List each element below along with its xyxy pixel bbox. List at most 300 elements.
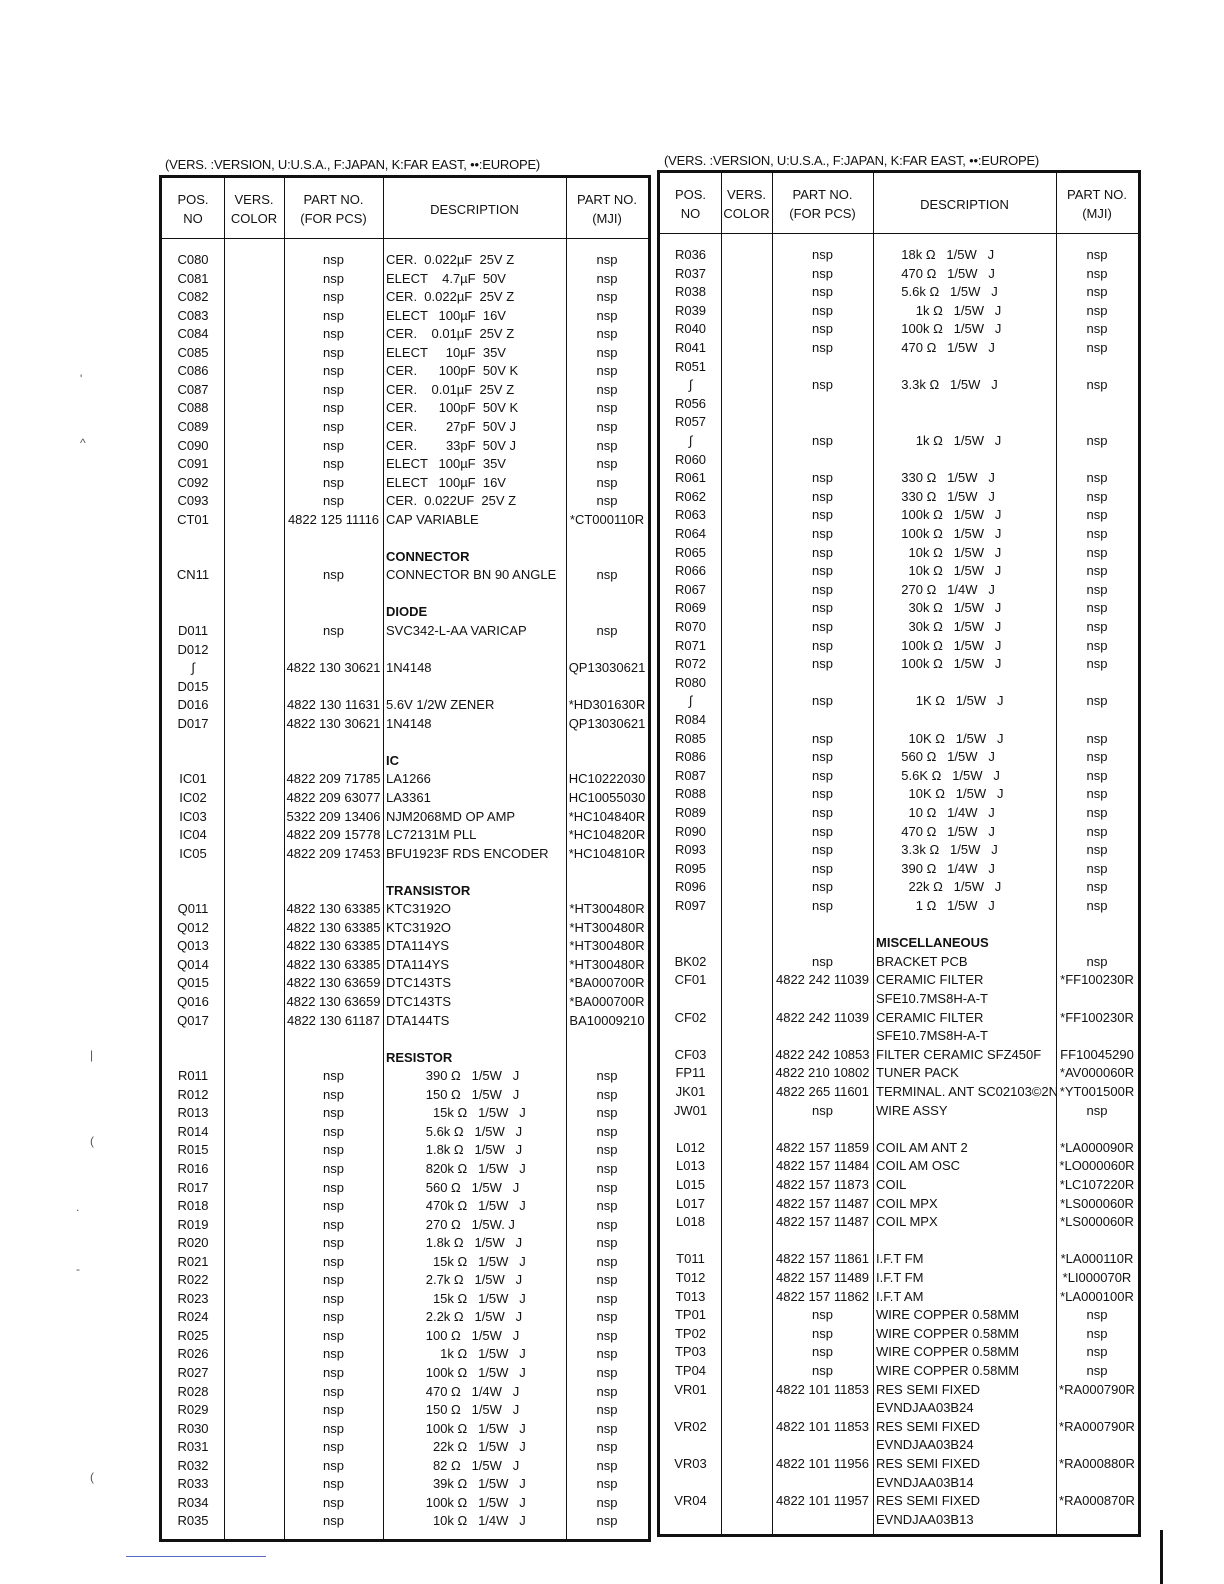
cell-desc: 10K Ω 1/5W J: [876, 730, 1004, 746]
cell-mji: *BA000700R: [569, 975, 645, 991]
cell-part: nsp: [812, 600, 833, 616]
cell-part: 4822 157 11873: [775, 1177, 870, 1192]
cell-mji: nsp: [1086, 805, 1108, 820]
cell-pos: R056: [674, 395, 707, 411]
cell-part: nsp: [323, 1439, 344, 1455]
cell-pos: D016: [177, 697, 209, 713]
table-row: [660, 990, 1138, 1009]
cell-pos: ∫: [688, 693, 693, 709]
cell-desc: 22k Ω 1/5W J: [386, 1439, 526, 1455]
cell-mji: QP13030621: [568, 660, 646, 676]
cell-mji: nsp: [596, 363, 618, 379]
scan-mark: -: [76, 1262, 80, 1276]
cell-pos: D012: [177, 641, 209, 657]
cell-mji: *HT300480R: [569, 919, 645, 935]
cell-pos: R038: [674, 284, 707, 300]
cell-pos: R032: [177, 1457, 209, 1473]
cell-desc: COIL MPX: [876, 1195, 938, 1211]
cell-pos: C089: [177, 418, 209, 434]
cell-desc: 100k Ω 1/5W J: [386, 1420, 526, 1436]
table-row: [660, 544, 1138, 563]
cell-part: nsp: [323, 381, 344, 397]
cell-pos: CF02: [674, 1009, 707, 1025]
cell-mji: *HC104820R: [568, 827, 646, 843]
table-row: [162, 474, 648, 493]
cell-pos: R069: [674, 600, 707, 616]
cell-part: nsp: [323, 307, 344, 323]
table-row: [660, 1083, 1138, 1102]
table-row: [162, 863, 648, 882]
table-row: [660, 841, 1138, 860]
table-row: [162, 529, 648, 548]
cell-part: nsp: [323, 1216, 344, 1232]
cell-mji: QP13030621: [568, 715, 646, 731]
cell-part: nsp: [323, 1476, 344, 1492]
table-row: [660, 897, 1138, 916]
cell-part: 4822 242 10853: [775, 1046, 870, 1062]
table-row: [162, 362, 648, 381]
cell-part: nsp: [323, 1383, 344, 1399]
table-row: [162, 733, 648, 752]
cell-desc: WIRE COPPER 0.58MM: [876, 1344, 1020, 1360]
table-row: [162, 937, 648, 956]
cell-pos: TP01: [674, 1307, 707, 1323]
table-row: [660, 1027, 1138, 1046]
table-row: [660, 1102, 1138, 1121]
cell-part: 4822 157 11487: [775, 1195, 870, 1211]
scan-mark: ^: [80, 436, 86, 450]
edge-bar: [1160, 1530, 1163, 1584]
cell-pos: R025: [177, 1327, 209, 1343]
table-row: [660, 1511, 1138, 1530]
section-heading-row: [162, 752, 648, 771]
cell-mji: *HT300480R: [569, 901, 645, 917]
cell-desc: LA1266: [386, 771, 431, 787]
cell-part: 4822 265 11601: [775, 1084, 870, 1099]
cell-mji: FF10045290: [1060, 1046, 1134, 1062]
cell-desc: 100k Ω 1/5W J: [876, 507, 1002, 523]
cell-mji: nsp: [596, 1402, 618, 1418]
cell-desc: I.F.T FM: [876, 1270, 924, 1285]
table-row: [660, 971, 1138, 990]
cell-desc: RES SEMI FIXED: [876, 1381, 981, 1397]
table-row: [660, 730, 1138, 749]
table-row: [660, 1009, 1138, 1028]
cell-part: nsp: [812, 656, 833, 672]
cell-pos: IC02: [179, 789, 207, 805]
cell-pos: R061: [674, 470, 707, 486]
cell-pos: C083: [177, 307, 209, 323]
cell-desc: 270 Ω 1/4W J: [876, 581, 995, 597]
cell-pos: R085: [674, 730, 707, 746]
cell-pos: R088: [674, 786, 707, 802]
cell-desc: 3.3k Ω 1/5W J: [876, 377, 998, 393]
cell-desc: 2.2k Ω 1/5W J: [386, 1309, 523, 1325]
table-row: [660, 376, 1138, 395]
table-row: [660, 599, 1138, 618]
cell-mji: *LO000060R: [1059, 1158, 1135, 1174]
table-row: [660, 1269, 1138, 1288]
section-heading-row: [660, 934, 1138, 953]
cell-pos: R095: [674, 860, 707, 876]
cell-pos: ∫: [688, 433, 693, 448]
table-row: [660, 1399, 1138, 1418]
cell-part: nsp: [812, 507, 833, 523]
cell-pos: R026: [177, 1346, 209, 1362]
cell-desc: 18k Ω 1/5W J: [876, 247, 995, 262]
table-row: [162, 1457, 648, 1476]
table-row: [660, 1064, 1138, 1083]
cell-part: 4822 101 11853: [775, 1381, 870, 1397]
table-row: [162, 1086, 648, 1105]
cell-part: nsp: [323, 474, 344, 490]
cell-mji: nsp: [596, 1365, 618, 1380]
cell-pos: ∫: [191, 660, 195, 676]
cell-part: nsp: [812, 767, 833, 783]
cell-mji: nsp: [596, 1198, 618, 1214]
cell-part: 4822 157 11489: [775, 1270, 870, 1285]
table-row: [162, 715, 648, 734]
cell-desc: 5.6K Ω 1/5W J: [876, 767, 1000, 783]
cell-part: 4822 209 63077: [286, 789, 381, 805]
table-row: [660, 785, 1138, 804]
cell-pos: R030: [177, 1420, 209, 1436]
table-row: [162, 622, 648, 641]
table-row: [660, 748, 1138, 767]
cell-mji: nsp: [596, 474, 618, 490]
cell-part: 4822 130 30621: [286, 660, 381, 676]
cell-mji: nsp: [596, 1235, 618, 1251]
table-row: [162, 492, 648, 511]
cell-part: nsp: [323, 344, 344, 360]
cell-mji: nsp: [1086, 1344, 1108, 1360]
cell-desc: ELECT 100µF 16V: [386, 307, 506, 323]
cell-mji: nsp: [596, 1272, 618, 1288]
table-row: [660, 1455, 1138, 1474]
cell-pos: VR04: [674, 1493, 707, 1509]
cell-desc: 1 Ω 1/5W J: [876, 898, 995, 913]
cell-mji: nsp: [1086, 488, 1108, 504]
table-row: [162, 1104, 648, 1123]
cell-pos: VR03: [674, 1456, 707, 1471]
cell-pos: D015: [177, 678, 209, 694]
cell-pos: L017: [676, 1195, 705, 1211]
cell-part: nsp: [812, 786, 833, 802]
table-row: [660, 860, 1138, 879]
cell-mji: *LA000090R: [1060, 1139, 1134, 1155]
cell-mji: *LA000100R: [1060, 1288, 1134, 1304]
cell-mji: nsp: [596, 1494, 618, 1510]
cell-part: nsp: [323, 1457, 344, 1473]
cell-pos: R084: [674, 712, 707, 727]
cell-pos: R080: [674, 674, 707, 690]
cell-pos: R036: [674, 247, 707, 262]
cell-desc: 100k Ω 1/5W J: [876, 526, 1002, 541]
cell-part: nsp: [812, 321, 833, 337]
table-row: [162, 1160, 648, 1179]
cell-mji: nsp: [596, 1068, 618, 1084]
cell-pos: Q017: [177, 1012, 209, 1028]
cell-mji: nsp: [596, 344, 618, 360]
cell-mji: *CT000110R: [569, 511, 645, 527]
cell-mji: nsp: [1086, 767, 1108, 783]
cell-mji: *FF100230R: [1060, 972, 1134, 988]
table-row: [660, 339, 1138, 358]
table-row: [660, 1325, 1138, 1344]
cell-mji: nsp: [596, 1142, 618, 1158]
table-row: [660, 916, 1138, 935]
cell-part: nsp: [812, 619, 833, 634]
table-row: [162, 1438, 648, 1457]
cell-pos: VR02: [674, 1418, 707, 1434]
cell-desc: RESISTOR: [386, 1049, 453, 1065]
cell-pos: R033: [177, 1476, 209, 1492]
cell-desc: ELECT 4.7µF 50V: [386, 270, 506, 286]
cell-desc: DTA114YS: [386, 956, 450, 972]
cell-desc: CONNECTOR: [386, 548, 470, 564]
cell-pos: R020: [177, 1235, 209, 1251]
cell-desc: ELECT 10µF 35V: [386, 344, 506, 360]
cell-pos: R039: [674, 302, 707, 318]
cell-pos: IC03: [179, 808, 207, 824]
table-row: [162, 993, 648, 1012]
table-row: [162, 919, 648, 938]
cell-part: 4822 157 11484: [775, 1158, 870, 1174]
cell-part: nsp: [323, 400, 344, 416]
cell-desc: KTC3192O: [386, 901, 452, 917]
cell-mji: nsp: [596, 381, 618, 397]
cell-pos: JW01: [673, 1102, 708, 1118]
cell-mji: *RA000880R: [1059, 1456, 1135, 1471]
table-row: [162, 1216, 648, 1235]
cell-mji: nsp: [1086, 526, 1108, 541]
cell-mji: *LS000060R: [1060, 1195, 1134, 1211]
cell-part: nsp: [812, 637, 833, 653]
cell-desc: 470 Ω 1/5W J: [876, 340, 995, 355]
cell-desc: LC72131M PLL: [386, 827, 477, 843]
cell-mji: nsp: [1086, 1325, 1108, 1341]
table-row: [660, 692, 1138, 711]
cell-part: nsp: [323, 1179, 344, 1195]
cell-part: 4822 242 11039: [775, 1009, 870, 1025]
cell-desc: COIL: [876, 1177, 907, 1192]
cell-desc: RES SEMI FIXED: [876, 1418, 981, 1434]
cell-desc: EVNDJAA03B24: [876, 1400, 974, 1416]
table-row: [660, 1195, 1138, 1214]
cell-desc: 150 Ω 1/5W J: [386, 1402, 520, 1418]
cell-pos: R024: [177, 1309, 209, 1325]
cell-part: 4822 101 11853: [775, 1418, 870, 1434]
cell-desc: NJM2068MD OP AMP: [386, 808, 516, 824]
cell-mji: nsp: [1086, 433, 1108, 448]
cell-part: 4822 130 63385: [286, 938, 381, 954]
cell-pos: T012: [675, 1270, 706, 1285]
table-row: [162, 641, 648, 660]
cell-mji: *HT300480R: [569, 956, 645, 972]
cell-pos: BK02: [674, 953, 707, 969]
cell-part: nsp: [323, 1513, 344, 1529]
cell-part: nsp: [323, 437, 344, 453]
cell-mji: BA10009210: [569, 1012, 645, 1028]
cell-pos: R062: [674, 488, 707, 504]
cell-desc: 10k Ω 1/5W J: [876, 563, 1002, 579]
section-heading-row: [162, 882, 648, 901]
header-vers: VERS. COLOR: [230, 192, 278, 226]
table-row: [162, 678, 648, 697]
table-row: [660, 674, 1138, 693]
cell-part: nsp: [323, 1402, 344, 1418]
cell-desc: ELECT 100µF 16V: [386, 474, 506, 490]
cell-mji: nsp: [1086, 507, 1108, 523]
cell-part: nsp: [812, 284, 833, 300]
table-row: [660, 1288, 1138, 1307]
cell-part: nsp: [812, 302, 833, 318]
header-divider: [162, 238, 648, 239]
cell-mji: *RA000790R: [1059, 1418, 1135, 1434]
cell-part: nsp: [323, 1142, 344, 1158]
cell-pos: TP04: [674, 1363, 707, 1378]
cell-part: 4822 130 63385: [286, 919, 381, 935]
cell-mji: *HT300480R: [569, 938, 645, 954]
cell-mji: HC10055030: [568, 789, 646, 805]
cell-mji: nsp: [1086, 656, 1108, 672]
cell-pos: R034: [177, 1494, 209, 1510]
table-row: [162, 399, 648, 418]
cell-part: nsp: [812, 860, 833, 876]
cell-pos: Q016: [177, 994, 209, 1009]
table-row: [162, 1253, 648, 1272]
cell-part: 4822 130 11631: [286, 697, 381, 713]
cell-part: nsp: [812, 1363, 833, 1378]
cell-pos: CF03: [674, 1046, 707, 1062]
cell-pos: Q011: [177, 901, 209, 917]
table-row: [162, 789, 648, 808]
cell-desc: CER. 0.022µF 25V Z: [386, 289, 515, 305]
cell-mji: *BA000700R: [569, 994, 645, 1009]
cell-desc: 1k Ω 1/5W J: [876, 302, 1002, 318]
cell-desc: IC: [386, 752, 399, 768]
cell-mji: nsp: [1086, 786, 1108, 802]
cell-part: nsp: [812, 1307, 833, 1323]
table-row: [660, 1306, 1138, 1325]
cell-pos: R021: [177, 1253, 209, 1269]
table-row: [162, 696, 648, 715]
cell-part: 4822 101 11956: [775, 1456, 870, 1471]
cell-mji: nsp: [1086, 302, 1108, 318]
cell-part: 4822 101 11957: [775, 1493, 870, 1509]
cell-pos: R018: [177, 1198, 209, 1214]
cell-mji: nsp: [1086, 1307, 1108, 1323]
table-row: [162, 1345, 648, 1364]
cell-desc: 1k Ω 1/5W J: [876, 433, 1002, 448]
cell-desc: RES SEMI FIXED: [876, 1456, 981, 1471]
cell-pos: Q014: [177, 956, 209, 972]
scan-mark: .: [76, 1200, 80, 1214]
cell-part: nsp: [812, 730, 833, 746]
cell-part: 4822 210 10802: [775, 1065, 870, 1081]
cell-pos: R070: [674, 619, 707, 634]
cell-desc: 390 Ω 1/4W J: [876, 860, 995, 876]
cell-desc: CER. 100pF 50V K: [386, 363, 519, 379]
cell-mji: nsp: [1086, 544, 1108, 560]
cell-mji: nsp: [1086, 284, 1108, 300]
cell-pos: R013: [177, 1105, 209, 1121]
cell-desc: 15k Ω 1/5W J: [386, 1290, 526, 1306]
cell-mji: nsp: [596, 567, 618, 583]
cell-pos: IC01: [179, 771, 207, 787]
cell-part: nsp: [323, 1420, 344, 1436]
cell-mji: nsp: [1086, 581, 1108, 597]
cell-part: nsp: [812, 749, 833, 765]
cell-desc: 820k Ω 1/5W J: [386, 1160, 526, 1176]
cell-desc: 100k Ω 1/5W J: [876, 656, 1002, 672]
table-row: [660, 1213, 1138, 1232]
cell-mji: nsp: [596, 400, 618, 416]
cell-part: nsp: [812, 470, 833, 486]
table-row: [162, 437, 648, 456]
cell-mji: nsp: [596, 1123, 618, 1139]
table-row: [660, 1436, 1138, 1455]
cell-pos: L015: [676, 1177, 705, 1192]
table-row: [660, 413, 1138, 432]
cell-mji: nsp: [1086, 898, 1108, 913]
table-row: [660, 581, 1138, 600]
cell-part: nsp: [812, 433, 833, 448]
cell-part: 4822 130 61187: [286, 1012, 381, 1028]
cell-mji: nsp: [596, 1457, 618, 1473]
cell-pos: R063: [674, 507, 707, 523]
table-row: [660, 488, 1138, 507]
cell-part: nsp: [812, 1344, 833, 1360]
cell-pos: R064: [674, 526, 707, 541]
table-row: [660, 358, 1138, 377]
table-row: [162, 1067, 648, 1086]
cell-desc: 10k Ω 1/5W J: [876, 544, 1002, 560]
cell-pos: IC04: [179, 827, 207, 843]
header-desc: DESCRIPTION: [920, 196, 1009, 212]
table-row: [162, 1494, 648, 1513]
cell-pos: R087: [674, 767, 707, 783]
cell-pos: R029: [177, 1402, 209, 1418]
header-vers: VERS. COLOR: [723, 187, 770, 221]
cell-part: nsp: [812, 805, 833, 820]
cell-pos: VR01: [674, 1381, 707, 1397]
cell-desc: 30k Ω 1/5W J: [876, 619, 1002, 634]
cell-mji: *LI000070R: [1062, 1270, 1132, 1285]
table-row: [162, 455, 648, 474]
cell-desc: EVNDJAA03B24: [876, 1437, 974, 1453]
cell-pos: R089: [674, 805, 707, 820]
cell-pos: R060: [674, 451, 707, 467]
table-row: [660, 953, 1138, 972]
cell-desc: DTA114YS: [386, 938, 450, 954]
cell-pos: CN11: [176, 567, 210, 583]
cell-part: 4822 157 11861: [775, 1251, 870, 1267]
cell-part: nsp: [812, 488, 833, 504]
cell-part: nsp: [323, 1309, 344, 1325]
cell-pos: R017: [177, 1179, 209, 1195]
cell-part: nsp: [323, 1068, 344, 1084]
cell-desc: 5.6V 1/2W ZENER: [386, 697, 495, 713]
table-row: [660, 823, 1138, 842]
cell-desc: SFE10.7MS8H-A-T: [876, 991, 988, 1006]
cell-pos: Q015: [177, 975, 209, 991]
cell-mji: nsp: [1086, 321, 1108, 337]
header-partno: PART NO. (FOR PCS): [300, 192, 367, 226]
cell-pos: CF01: [674, 972, 707, 988]
table-row: [660, 711, 1138, 730]
cell-desc: BRACKET PCB: [876, 953, 968, 969]
